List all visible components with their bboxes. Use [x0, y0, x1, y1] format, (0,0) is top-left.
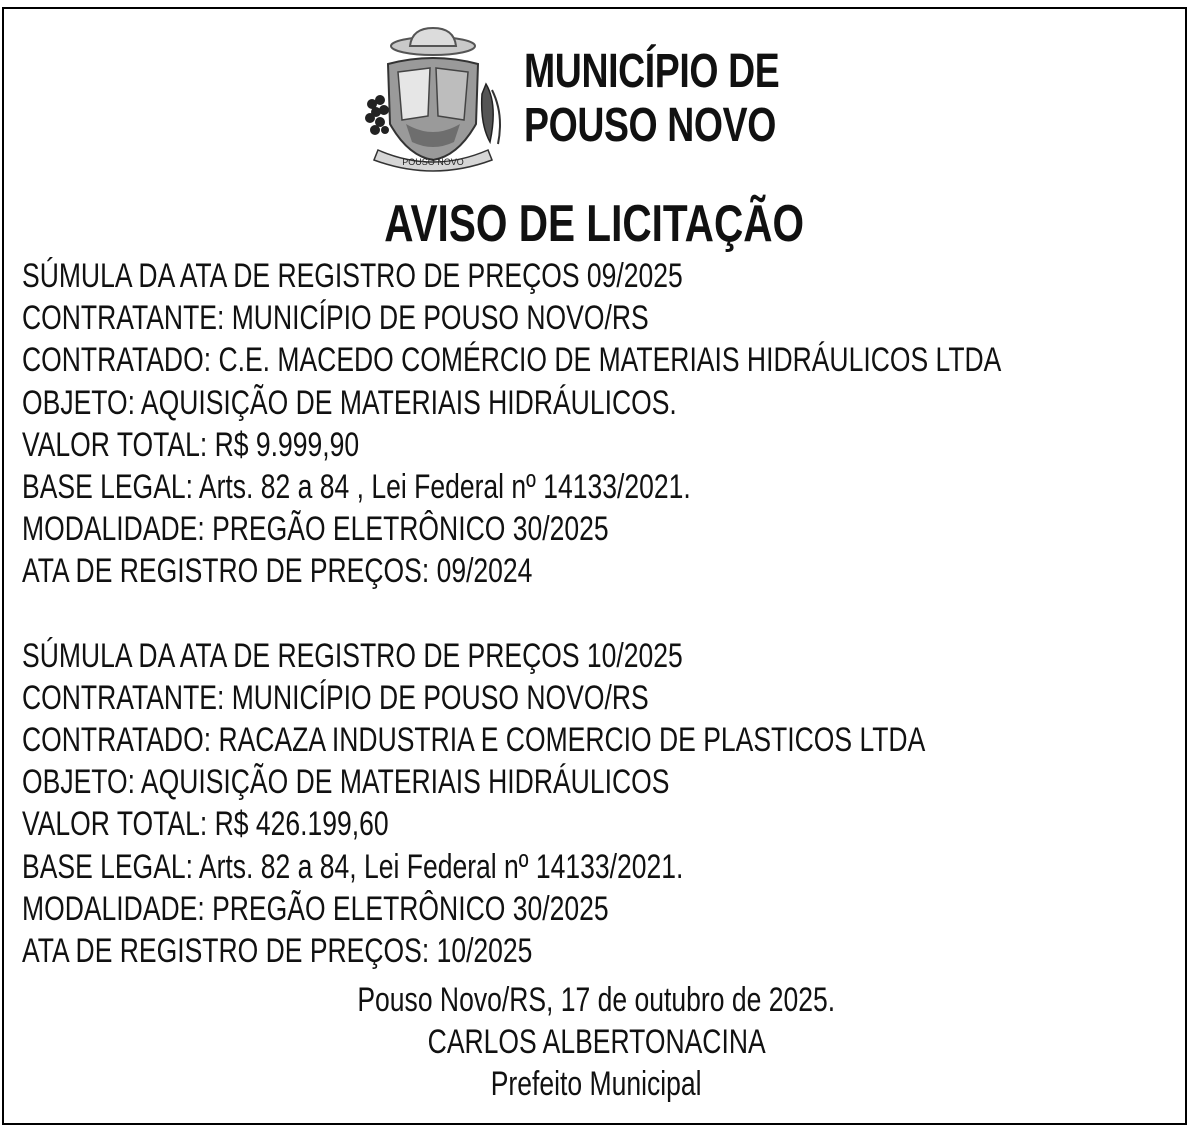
- sumula-1-heading: SÚMULA DA ATA DE REGISTRO DE PREÇOS 09/2025: [22, 257, 683, 295]
- sumula-1-valor: VALOR TOTAL: R$ 9.999,90: [22, 425, 360, 464]
- municipality-line-1: MUNICÍPIO DE: [524, 45, 780, 98]
- signatory-role: Prefeito Municipal: [491, 1065, 702, 1103]
- svg-text:POUSO NOVO: POUSO NOVO: [402, 157, 464, 167]
- sumula-1-contratado: CONTRATADO: C.E. MACEDO COMÉRCIO DE MATERIAIS HIDRÁULICOS LTDA: [22, 341, 1002, 380]
- sumula-2-contratado: CONTRATADO: RACAZA INDUSTRIA E COMERCIO DE PLASTICOS LTDA: [22, 721, 926, 760]
- sumula-1-objeto: OBJETO: AQUISIÇÃO DE MATERIAIS HIDRÁULICOS.: [22, 383, 677, 422]
- signature-block: [0, 979, 1193, 1105]
- notice-header: [358, 24, 858, 174]
- municipality-line-2: POUSO NOVO: [524, 99, 776, 152]
- sumula-2-modalidade: MODALIDADE: PREGÃO ELETRÔNICO 30/2025: [22, 889, 609, 928]
- municipal-seal-icon: [358, 24, 508, 174]
- sumula-2-objeto: OBJETO: AQUISIÇÃO DE MATERIAIS HIDRÁULICOS: [22, 763, 670, 802]
- sumula-1-ata: ATA DE REGISTRO DE PREÇOS: 09/2024: [22, 552, 533, 591]
- municipality-name: [524, 45, 779, 153]
- sumula-1-base-legal: BASE LEGAL: Arts. 82 a 84 , Lei Federal nº 14133/2021.: [22, 467, 691, 506]
- signatory-name: CARLOS ALBERTONACINA: [427, 1023, 766, 1061]
- notice-title: [0, 194, 1189, 254]
- sumula-2-contratante: CONTRATANTE: MUNICÍPIO DE POUSO NOVO/RS: [22, 678, 649, 717]
- notice-body: [22, 255, 1172, 972]
- sumula-1-modalidade: MODALIDADE: PREGÃO ELETRÔNICO 30/2025: [22, 510, 609, 549]
- sumula-2-ata: ATA DE REGISTRO DE PREÇOS: 10/2025: [22, 932, 533, 970]
- sumula-2-base-legal: BASE LEGAL: Arts. 82 a 84, Lei Federal nº 14133/2021.: [22, 847, 684, 886]
- sumula-1-contratante: CONTRATANTE: MUNICÍPIO DE POUSO NOVO/RS: [22, 299, 649, 338]
- section-spacer: [22, 593, 1172, 635]
- place-date: Pouso Novo/RS, 17 de outubro de 2025.: [357, 981, 836, 1019]
- notice-title-text: AVISO DE LICITAÇÃO: [384, 195, 805, 253]
- sumula-2-heading: SÚMULA DA ATA DE REGISTRO DE PREÇOS 10/2025: [22, 636, 683, 675]
- sumula-2-valor: VALOR TOTAL: R$ 426.199,60: [22, 805, 389, 844]
